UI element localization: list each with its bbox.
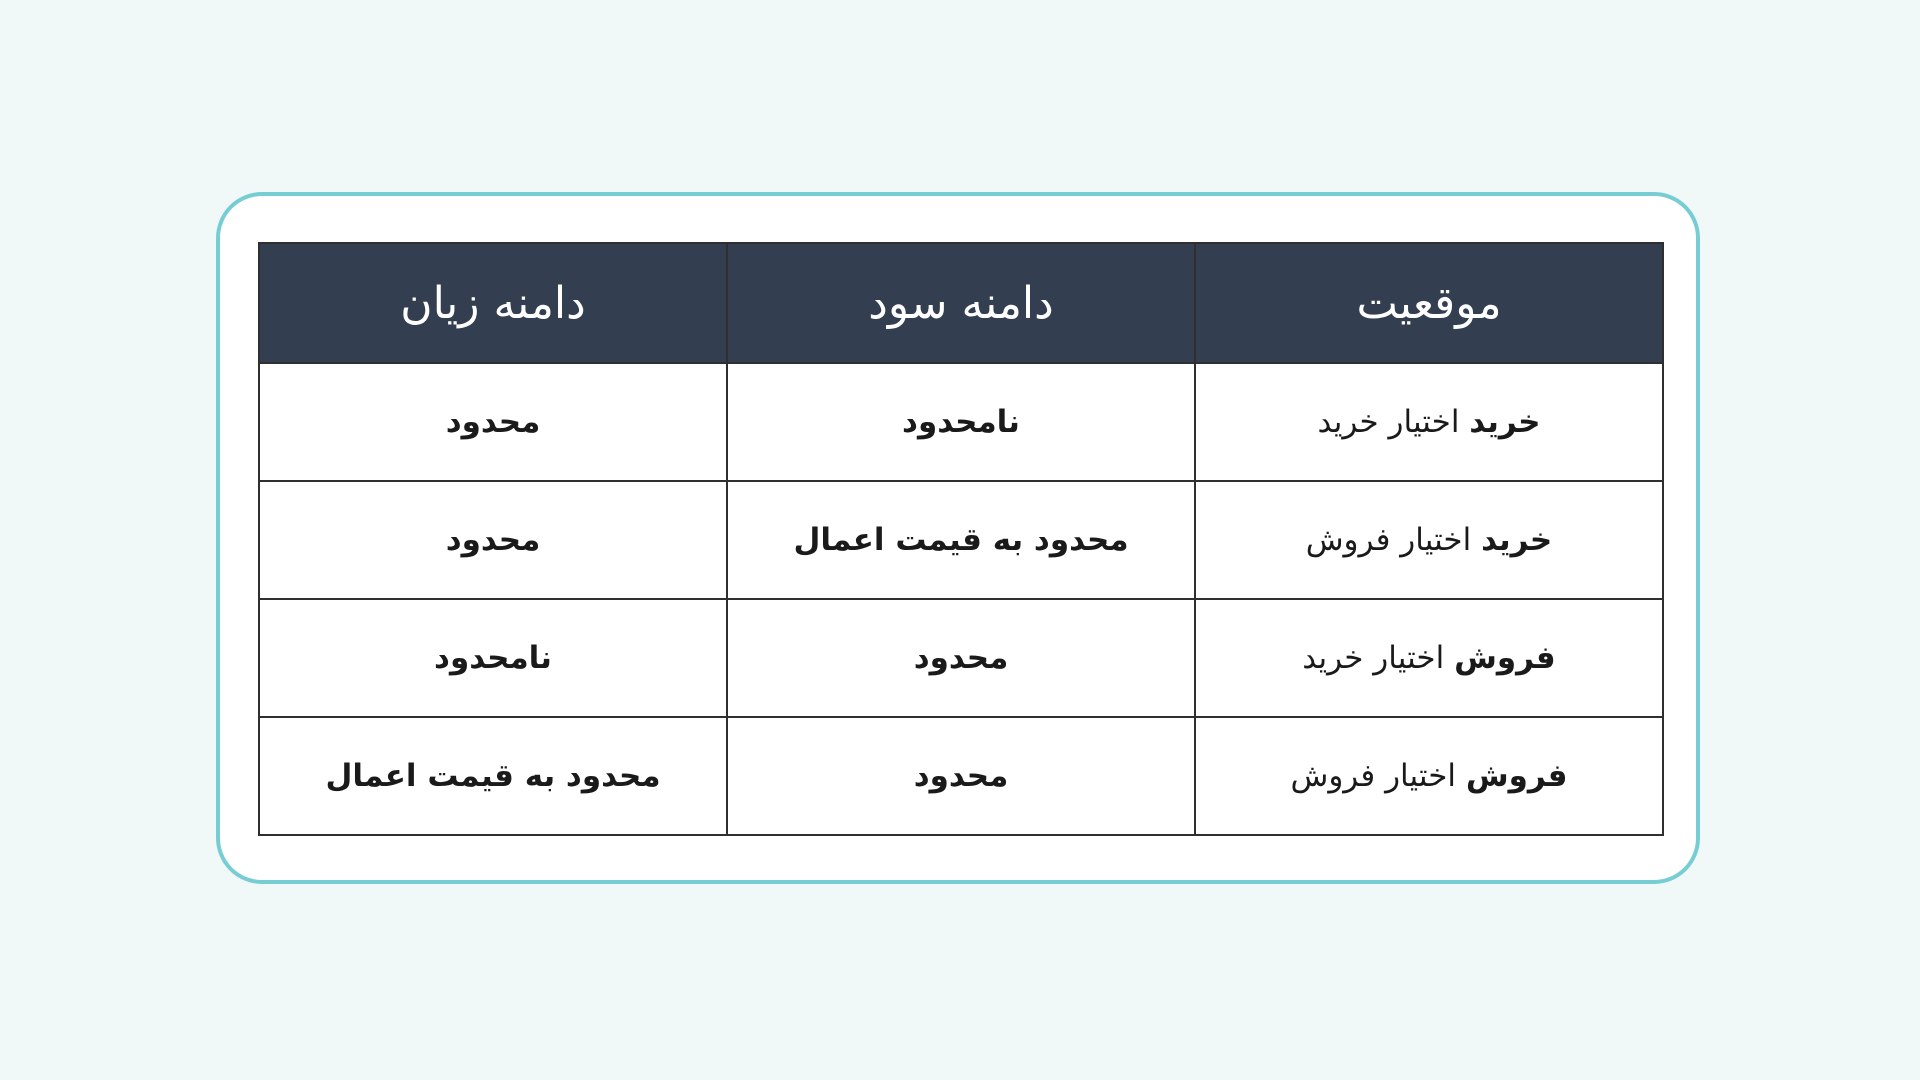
position-cell [1195,717,1663,835]
position-instrument: اختیار خرید [1317,404,1460,440]
profit-range-cell: نامحدود [727,363,1195,481]
position-action: خرید [1481,522,1553,558]
options-comparison-table [258,242,1664,836]
header-profit-range: دامنه سود [727,243,1195,363]
loss-range-cell: محدود به قیمت اعمال [259,717,727,835]
position-instrument: اختیار فروش [1305,522,1472,558]
table-row [259,717,1663,835]
profit-range-cell: محدود به قیمت اعمال [727,481,1195,599]
header-loss-range: دامنه زیان [259,243,727,363]
position-cell [1195,599,1663,717]
loss-range-cell: نامحدود [259,599,727,717]
position-cell [1195,363,1663,481]
loss-range-cell: محدود [259,481,727,599]
position-action: فروش [1465,758,1568,794]
profit-range-cell: محدود [727,599,1195,717]
profit-range-cell: محدود [727,717,1195,835]
header-position: موقعیت [1195,243,1663,363]
table-header-row [259,243,1663,363]
position-instrument: اختیار خرید [1302,640,1445,676]
table-row [259,599,1663,717]
loss-range-cell: محدود [259,363,727,481]
position-action: فروش [1454,640,1556,676]
table-row [259,363,1663,481]
table-row [259,481,1663,599]
position-action: خرید [1469,404,1541,440]
position-cell [1195,481,1663,599]
position-instrument: اختیار فروش [1290,758,1456,794]
